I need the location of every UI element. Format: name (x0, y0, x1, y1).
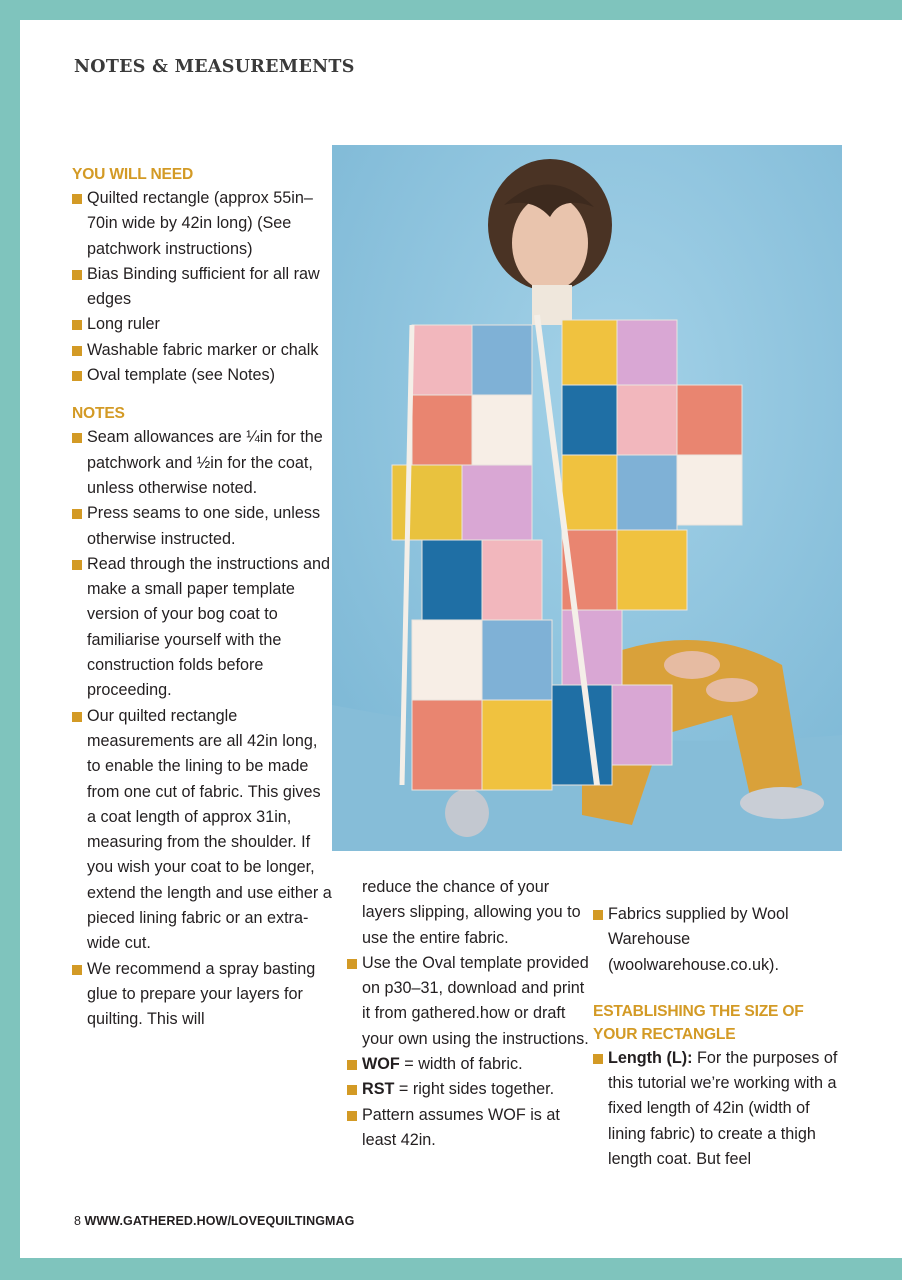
list-item: Washable fabric marker or chalk (72, 338, 332, 363)
list-item: Quilted rectangle (approx 55in–70in wide by 42in long) (See patchwork instructions) (72, 186, 332, 262)
fabrics-list (593, 902, 843, 978)
establishing-list (593, 1046, 843, 1172)
list-item: Press seams to one side, unless otherwise instructed. (72, 501, 332, 552)
list-item (347, 1077, 591, 1102)
footer-url[interactable]: WWW.GATHERED.HOW/LOVEQUILTINGMAG (84, 1214, 355, 1228)
rst-definition: = right sides together. (394, 1080, 555, 1099)
you-will-need-list (72, 186, 332, 388)
you-will-need-heading: YOU WILL NEED (72, 166, 194, 183)
list-item: Long ruler (72, 312, 332, 337)
length-term: Length (L): (608, 1048, 693, 1067)
notes-list-continued (347, 951, 591, 1153)
column-left (72, 163, 332, 1033)
wof-term: WOF (362, 1055, 400, 1074)
list-item: Read through the instructions and make a small paper template version of your bog coat to familiarise yourself with the construction folds before proceeding. (72, 552, 332, 704)
establishing-heading (593, 1000, 843, 1046)
page-number: 8 (74, 1214, 81, 1228)
notes-heading: NOTES (72, 405, 125, 423)
page-title: NOTES & MEASUREMENTS (74, 57, 355, 77)
length-text: For the purposes of this tutorial we’re working with a fixed length of 42in (width of lining fabric) to create a thigh length coat. But feel (608, 1048, 838, 1169)
list-item: Pattern assumes WOF is at least 42in. (347, 1103, 591, 1154)
page-footer (74, 1214, 355, 1228)
model-photo (332, 145, 842, 851)
list-item: Oval template (see Notes) (72, 363, 332, 388)
list-item: Bias Binding sufficient for all raw edges (72, 262, 332, 313)
list-item: Use the Oval template provided on p30–31, download and print it from gathered.how or draft your own using the instructions. (347, 951, 591, 1052)
column-right (593, 902, 843, 1172)
list-item (347, 1052, 591, 1077)
establishing-heading-line1: ESTABLISHING THE SIZE OF (593, 1002, 804, 1020)
rst-term: RST (362, 1080, 395, 1099)
list-item (593, 1046, 843, 1172)
list-item: Fabrics supplied by Wool Warehouse (woolwarehouse.co.uk). (593, 902, 843, 978)
column-middle (347, 875, 591, 1153)
establishing-heading-line2: YOUR RECTANGLE (593, 1025, 736, 1043)
magazine-page (20, 20, 902, 1258)
photo-model-patchwork-coat-icon (332, 145, 842, 851)
notes-continued: reduce the chance of your layers slipping, allowing you to use the entire fabric. (362, 878, 581, 947)
list-item: Seam allowances are ¼in for the patchwork and ½in for the coat, unless otherwise noted. (72, 425, 332, 501)
list-item: We recommend a spray basting glue to prepare your layers for quilting. This will (72, 957, 332, 1033)
list-item: Our quilted rectangle measurements are all 42in long, to enable the lining to be made from one cut of fabric. This gives a coat length of approx 31in, measuring from the shoulder. If you wish your coat to be longer, extend the length and use either a pieced lining fabric or an extra-wide cut. (72, 704, 332, 957)
notes-list (72, 425, 332, 1032)
wof-definition: = width of fabric. (399, 1055, 523, 1074)
